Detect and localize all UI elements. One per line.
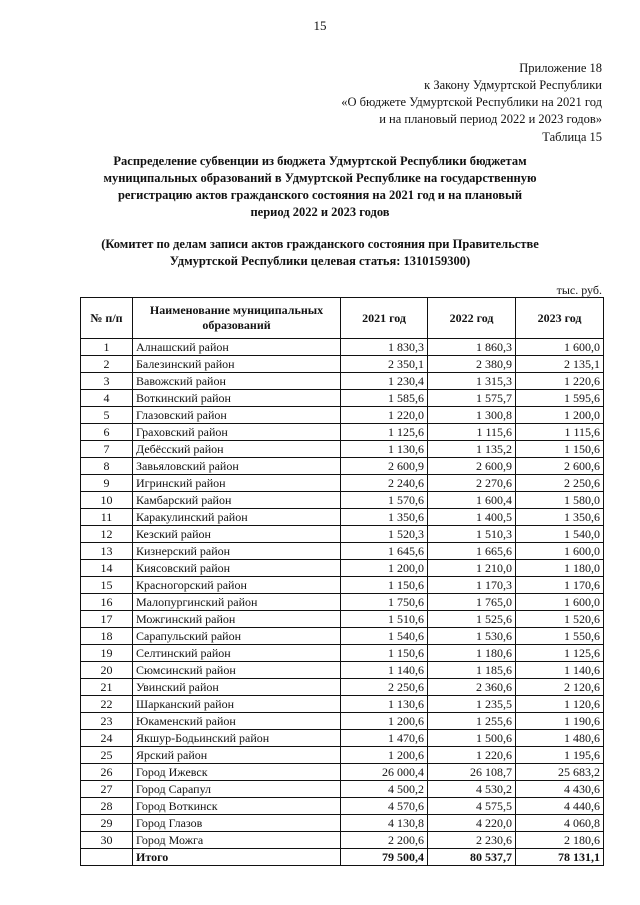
column-header-2021: 2021 год xyxy=(341,298,428,339)
value-2023: 1 480,6 xyxy=(516,730,604,747)
value-2023: 4 440,6 xyxy=(516,798,604,815)
table-row xyxy=(81,424,604,441)
row-number: 7 xyxy=(81,441,133,458)
value-2021: 2 250,6 xyxy=(341,679,428,696)
appendix-header xyxy=(341,60,602,128)
value-2022: 1 530,6 xyxy=(428,628,516,645)
subsidy-table xyxy=(80,297,604,866)
total-2023: 78 131,1 xyxy=(516,849,604,866)
row-number: 5 xyxy=(81,407,133,424)
table-row xyxy=(81,373,604,390)
table-body xyxy=(81,339,604,866)
row-number: 11 xyxy=(81,509,133,526)
value-2023: 1 195,6 xyxy=(516,747,604,764)
value-2021: 1 140,6 xyxy=(341,662,428,679)
table-row xyxy=(81,475,604,492)
municipality-name: Якшур-Бодьинский район xyxy=(133,730,341,747)
municipality-name: Город Воткинск xyxy=(133,798,341,815)
value-2022: 1 255,6 xyxy=(428,713,516,730)
table-row xyxy=(81,832,604,849)
value-2022: 1 600,4 xyxy=(428,492,516,509)
table-row xyxy=(81,560,604,577)
value-2023: 1 600,0 xyxy=(516,543,604,560)
value-2023: 1 600,0 xyxy=(516,594,604,611)
table-row xyxy=(81,747,604,764)
table-row xyxy=(81,645,604,662)
value-2022: 1 180,6 xyxy=(428,645,516,662)
table-row xyxy=(81,407,604,424)
municipality-name: Ярский район xyxy=(133,747,341,764)
municipality-name: Город Можга xyxy=(133,832,341,849)
table-row xyxy=(81,577,604,594)
row-number: 20 xyxy=(81,662,133,679)
value-2021: 1 830,3 xyxy=(341,339,428,356)
municipality-name: Увинский район xyxy=(133,679,341,696)
value-2021: 1 220,0 xyxy=(341,407,428,424)
value-2023: 2 600,6 xyxy=(516,458,604,475)
value-2023: 1 140,6 xyxy=(516,662,604,679)
row-number: 21 xyxy=(81,679,133,696)
row-number: 15 xyxy=(81,577,133,594)
value-2021: 1 130,6 xyxy=(341,696,428,713)
row-number: 3 xyxy=(81,373,133,390)
table-header-row xyxy=(81,298,604,339)
value-2023: 4 060,8 xyxy=(516,815,604,832)
row-number: 19 xyxy=(81,645,133,662)
total-2022: 80 537,7 xyxy=(428,849,516,866)
table-row xyxy=(81,713,604,730)
municipality-name: Город Ижевск xyxy=(133,764,341,781)
value-2021: 1 540,6 xyxy=(341,628,428,645)
value-2022: 1 300,8 xyxy=(428,407,516,424)
value-2021: 4 500,2 xyxy=(341,781,428,798)
value-2022: 1 500,6 xyxy=(428,730,516,747)
row-number: 9 xyxy=(81,475,133,492)
value-2023: 1 600,0 xyxy=(516,339,604,356)
value-2021: 1 585,6 xyxy=(341,390,428,407)
municipality-name: Дебёсский район xyxy=(133,441,341,458)
value-2023: 2 180,6 xyxy=(516,832,604,849)
total-2021: 79 500,4 xyxy=(341,849,428,866)
value-2022: 1 185,6 xyxy=(428,662,516,679)
appendix-line: Приложение 18 xyxy=(519,61,602,75)
document-subtitle: (Комитет по делам записи актов гражданского состояния при Правительстве Удмуртской Республики целевая статья: 1310159300) xyxy=(101,237,539,268)
table-label: Таблица 15 xyxy=(542,130,602,144)
municipality-name: Шарканский район xyxy=(133,696,341,713)
value-2021: 1 200,6 xyxy=(341,747,428,764)
row-number: 27 xyxy=(81,781,133,798)
value-2021: 1 230,4 xyxy=(341,373,428,390)
document-title: Распределение субвенции из бюджета Удмуртской Республики бюджетам муниципальных образований в Удмуртской Республике на государственную регистрацию актов гражданского состояния на 2021 год и на плановый период 2022 и 2023 годов xyxy=(103,154,537,219)
appendix-line: «О бюджете Удмуртской Республики на 2021 год xyxy=(341,95,602,109)
value-2023: 1 540,0 xyxy=(516,526,604,543)
value-2022: 2 230,6 xyxy=(428,832,516,849)
value-2023: 1 170,6 xyxy=(516,577,604,594)
municipality-name: Кезский район xyxy=(133,526,341,543)
value-2021: 1 470,6 xyxy=(341,730,428,747)
table-row xyxy=(81,594,604,611)
table-row xyxy=(81,798,604,815)
municipality-name: Балезинский район xyxy=(133,356,341,373)
value-2021: 1 130,6 xyxy=(341,441,428,458)
table-row xyxy=(81,662,604,679)
row-number: 29 xyxy=(81,815,133,832)
value-2022: 1 665,6 xyxy=(428,543,516,560)
row-number: 16 xyxy=(81,594,133,611)
value-2023: 1 350,6 xyxy=(516,509,604,526)
value-2023: 2 250,6 xyxy=(516,475,604,492)
row-number: 13 xyxy=(81,543,133,560)
value-2023: 1 220,6 xyxy=(516,373,604,390)
value-2021: 2 600,9 xyxy=(341,458,428,475)
value-2021: 1 150,6 xyxy=(341,577,428,594)
value-2022: 2 270,6 xyxy=(428,475,516,492)
row-number: 28 xyxy=(81,798,133,815)
table-row xyxy=(81,730,604,747)
table-row xyxy=(81,509,604,526)
value-2022: 4 220,0 xyxy=(428,815,516,832)
value-2022: 1 220,6 xyxy=(428,747,516,764)
row-number: 30 xyxy=(81,832,133,849)
table-row xyxy=(81,356,604,373)
row-number: 4 xyxy=(81,390,133,407)
table-row xyxy=(81,611,604,628)
value-2021: 26 000,4 xyxy=(341,764,428,781)
value-2022: 1 575,7 xyxy=(428,390,516,407)
table-row xyxy=(81,543,604,560)
municipality-name: Игринский район xyxy=(133,475,341,492)
municipality-name: Юкаменский район xyxy=(133,713,341,730)
value-2021: 1 350,6 xyxy=(341,509,428,526)
value-2021: 1 645,6 xyxy=(341,543,428,560)
value-2023: 2 135,1 xyxy=(516,356,604,373)
row-number: 26 xyxy=(81,764,133,781)
municipality-name: Сюмсинский район xyxy=(133,662,341,679)
value-2021: 1 125,6 xyxy=(341,424,428,441)
table-row xyxy=(81,492,604,509)
municipality-name: Сарапульский район xyxy=(133,628,341,645)
municipality-name: Вавожский район xyxy=(133,373,341,390)
value-2022: 1 400,5 xyxy=(428,509,516,526)
value-2023: 4 430,6 xyxy=(516,781,604,798)
total-label: Итого xyxy=(133,849,341,866)
value-2022: 1 210,0 xyxy=(428,560,516,577)
value-2022: 1 170,3 xyxy=(428,577,516,594)
table-row xyxy=(81,526,604,543)
row-number: 25 xyxy=(81,747,133,764)
municipality-name: Камбарский район xyxy=(133,492,341,509)
municipality-name: Алнашский район xyxy=(133,339,341,356)
value-2023: 25 683,2 xyxy=(516,764,604,781)
row-number: 18 xyxy=(81,628,133,645)
value-2021: 1 520,3 xyxy=(341,526,428,543)
value-2022: 1 235,5 xyxy=(428,696,516,713)
table-row xyxy=(81,815,604,832)
municipality-name: Красногорский район xyxy=(133,577,341,594)
row-number: 12 xyxy=(81,526,133,543)
units-label: тыс. руб. xyxy=(556,283,602,297)
value-2022: 1 860,3 xyxy=(428,339,516,356)
municipality-name: Завьяловский район xyxy=(133,458,341,475)
value-2023: 1 550,6 xyxy=(516,628,604,645)
table-row xyxy=(81,781,604,798)
municipality-name: Воткинский район xyxy=(133,390,341,407)
municipality-name: Город Глазов xyxy=(133,815,341,832)
municipality-name: Киясовский район xyxy=(133,560,341,577)
municipality-name: Глазовский район xyxy=(133,407,341,424)
row-number: 14 xyxy=(81,560,133,577)
row-number: 10 xyxy=(81,492,133,509)
row-number: 24 xyxy=(81,730,133,747)
value-2022: 1 510,3 xyxy=(428,526,516,543)
municipality-name: Селтинский район xyxy=(133,645,341,662)
column-header-2023: 2023 год xyxy=(516,298,604,339)
value-2023: 1 580,0 xyxy=(516,492,604,509)
value-2021: 2 200,6 xyxy=(341,832,428,849)
value-2021: 2 350,1 xyxy=(341,356,428,373)
value-2023: 1 125,6 xyxy=(516,645,604,662)
value-2022: 26 108,7 xyxy=(428,764,516,781)
value-2023: 1 120,6 xyxy=(516,696,604,713)
row-number: 17 xyxy=(81,611,133,628)
municipality-name: Кизнерский район xyxy=(133,543,341,560)
value-2023: 2 120,6 xyxy=(516,679,604,696)
row-number: 8 xyxy=(81,458,133,475)
value-2022: 2 600,9 xyxy=(428,458,516,475)
value-2022: 1 315,3 xyxy=(428,373,516,390)
table-row xyxy=(81,696,604,713)
value-2022: 1 115,6 xyxy=(428,424,516,441)
value-2022: 2 360,6 xyxy=(428,679,516,696)
value-2023: 1 190,6 xyxy=(516,713,604,730)
value-2021: 1 200,0 xyxy=(341,560,428,577)
table-row xyxy=(81,339,604,356)
value-2022: 1 135,2 xyxy=(428,441,516,458)
value-2023: 1 115,6 xyxy=(516,424,604,441)
appendix-line: и на плановый период 2022 и 2023 годов» xyxy=(379,112,602,126)
value-2021: 1 510,6 xyxy=(341,611,428,628)
page-number: 15 xyxy=(313,18,327,33)
table-row xyxy=(81,390,604,407)
total-number xyxy=(81,849,133,866)
value-2021: 4 570,6 xyxy=(341,798,428,815)
value-2022: 4 530,2 xyxy=(428,781,516,798)
value-2022: 4 575,5 xyxy=(428,798,516,815)
table-row xyxy=(81,679,604,696)
row-number: 1 xyxy=(81,339,133,356)
value-2021: 2 240,6 xyxy=(341,475,428,492)
table-total-row xyxy=(81,849,604,866)
municipality-name: Граховский район xyxy=(133,424,341,441)
column-header-number: № п/п xyxy=(81,298,133,339)
row-number: 6 xyxy=(81,424,133,441)
value-2021: 1 200,6 xyxy=(341,713,428,730)
municipality-name: Можгинский район xyxy=(133,611,341,628)
value-2023: 1 150,6 xyxy=(516,441,604,458)
row-number: 23 xyxy=(81,713,133,730)
municipality-name: Город Сарапул xyxy=(133,781,341,798)
table-row xyxy=(81,441,604,458)
value-2023: 1 180,0 xyxy=(516,560,604,577)
value-2023: 1 200,0 xyxy=(516,407,604,424)
table-row xyxy=(81,458,604,475)
table-row xyxy=(81,628,604,645)
value-2022: 2 380,9 xyxy=(428,356,516,373)
row-number: 2 xyxy=(81,356,133,373)
column-header-2022: 2022 год xyxy=(428,298,516,339)
value-2023: 1 595,6 xyxy=(516,390,604,407)
value-2021: 1 750,6 xyxy=(341,594,428,611)
appendix-line: к Закону Удмуртской Республики xyxy=(424,78,602,92)
table-row xyxy=(81,764,604,781)
municipality-name: Каракулинский район xyxy=(133,509,341,526)
value-2023: 1 520,6 xyxy=(516,611,604,628)
value-2021: 1 570,6 xyxy=(341,492,428,509)
value-2022: 1 765,0 xyxy=(428,594,516,611)
row-number: 22 xyxy=(81,696,133,713)
value-2022: 1 525,6 xyxy=(428,611,516,628)
value-2021: 1 150,6 xyxy=(341,645,428,662)
column-header-name: Наименование муниципальных образований xyxy=(133,298,341,339)
value-2021: 4 130,8 xyxy=(341,815,428,832)
municipality-name: Малопургинский район xyxy=(133,594,341,611)
